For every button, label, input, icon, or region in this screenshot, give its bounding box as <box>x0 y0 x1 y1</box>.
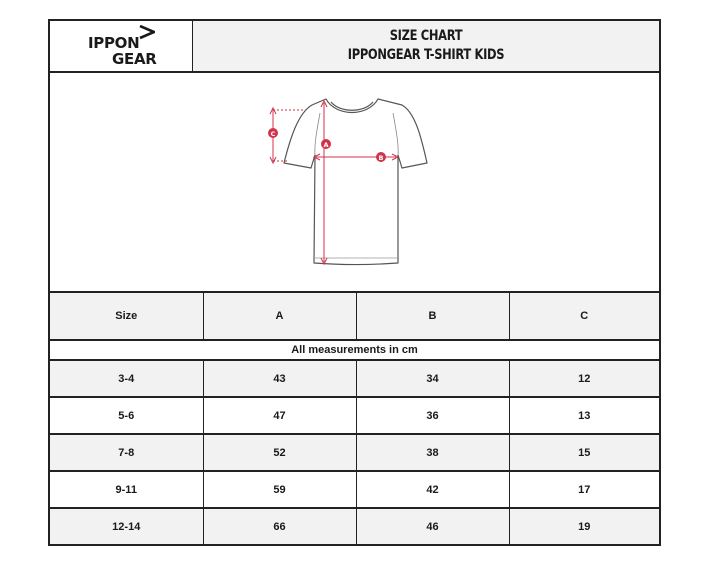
cell-size: 12-14 <box>50 508 203 544</box>
table-row <box>50 471 659 508</box>
table-row <box>50 434 659 471</box>
brand-line1: IPPON <box>88 34 140 52</box>
size-table <box>50 293 659 544</box>
label-b <box>376 152 386 162</box>
cell-size: 5-6 <box>50 397 203 434</box>
cell-a: 59 <box>203 471 356 508</box>
measurement-note-row <box>50 340 659 360</box>
measurement-note: All measurements in cm <box>50 340 659 360</box>
cell-size: 3-4 <box>50 360 203 397</box>
cell-c: 15 <box>509 434 659 471</box>
measurement-diagram <box>50 73 659 293</box>
page-title: SIZE CHART <box>389 28 463 44</box>
page-subtitle: IPPONGEAR T-SHIRT KIDS <box>347 47 505 63</box>
cell-a: 43 <box>203 360 356 397</box>
cell-b: 34 <box>356 360 509 397</box>
cell-a: 47 <box>203 397 356 434</box>
cell-b: 36 <box>356 397 509 434</box>
cell-b: 38 <box>356 434 509 471</box>
cell-c: 17 <box>509 471 659 508</box>
label-c <box>268 128 278 138</box>
table-header-row <box>50 293 659 340</box>
label-a-text: A <box>323 141 329 149</box>
cell-c: 13 <box>509 397 659 434</box>
column-header-a: A <box>203 293 356 340</box>
column-header-b: B <box>356 293 509 340</box>
cell-b: 42 <box>356 471 509 508</box>
table-row <box>50 360 659 397</box>
tshirt-icon <box>50 73 659 291</box>
brand-logo <box>88 25 158 69</box>
cell-size: 9-11 <box>50 471 203 508</box>
cell-c: 19 <box>509 508 659 544</box>
label-c-text: C <box>270 130 276 138</box>
label-b-text: B <box>378 154 384 162</box>
column-header-size: Size <box>50 293 203 340</box>
cell-a: 52 <box>203 434 356 471</box>
cell-a: 66 <box>203 508 356 544</box>
label-a <box>321 139 331 149</box>
logo-cell <box>50 21 193 71</box>
size-chart <box>48 19 661 546</box>
column-header-c: C <box>509 293 659 340</box>
table-row <box>50 397 659 434</box>
table-row <box>50 508 659 544</box>
cell-size: 7-8 <box>50 434 203 471</box>
chevron-logo-icon <box>139 25 155 43</box>
cell-c: 12 <box>509 360 659 397</box>
header <box>50 21 659 73</box>
title-cell <box>193 21 659 71</box>
brand-line2: GEAR <box>112 50 157 68</box>
cell-b: 46 <box>356 508 509 544</box>
